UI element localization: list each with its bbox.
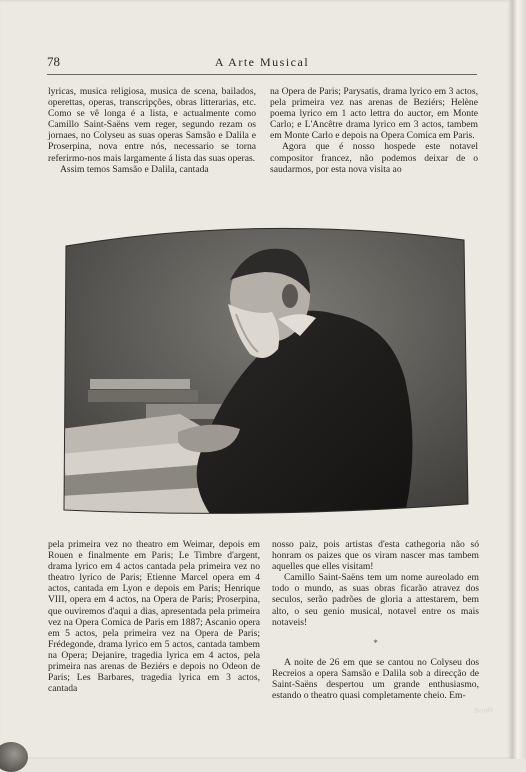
scan-artifact (0, 742, 28, 772)
paragraph: Assim temos Samsão e Dalila, cantada (60, 163, 209, 175)
paragraph: Agora que é nosso hospede este notavel compositor francez, não podemos deixar de o saudarmos, por esta nova visita ao (270, 141, 478, 175)
page-header (47, 54, 477, 75)
paragraph: Camillo Saint-Saëns tem um nome aureolado em todo o mundo, as suas obras ficarão atravez dos seculos, serão padrões de gloria a attestarem, bem alto, o seu genio musical, notavel entre os mais notaveis! (272, 572, 479, 628)
artist-signature: Bergès (473, 705, 494, 715)
column-bottom-left (48, 539, 260, 694)
page-number: 78 (47, 54, 60, 69)
page-edge (512, 0, 526, 759)
running-title: A Arte Musical (214, 55, 310, 69)
column-top-left (48, 86, 256, 175)
paragraph: A noite de 26 em que se cantou no Colyseu dos Recreios a opera Samsão e Dalila sob a direcção de Saint-Saëns despertou um grande enthusiasmo, estando o theatro quasi completamente cheio. Em- (272, 656, 479, 702)
paragraph: lyricas, musica religiosa, musica de scena, bailados, operettas, operas, transcripções, obras litterarias, etc. Como se vê longa é a lista, e actualmente como Camillo Saint-Saëns vem reger, segundo rezam os jornaes, no Colyseu as suas operas Samsão e Dalila e Proserpina, nova entre nós, necessario se torna referirmo-nos mais largamente á lista das suas operas. (48, 86, 256, 164)
column-top-right (270, 86, 478, 175)
paragraph: pela primeira vez no theatro em Weimar, depois em Rouen e finalmente em Paris; Le Timbre d'argent, drama lyrico em 4 actos cantada pela primeira vez no theatro lyrico de Paris; Etienne Marcel opera em 4 actos, cantada em Lyon e depois em Paris; Henrique VIII, opera em 4 actos, na Opera de Paris; Proserpina, que ouviremos d'aqui a dias, apresentada pela primeira vez na Opera Comica de Paris em 1887; Ascanio opera em 5 actos, pela primeira vez na Opera de Paris; Frédegonde, drama lyrico em 5 actos, cantada tambem na Opera; Dejanire, tragedia lyrica em 4 actos, pela primeira nas arenas de Beziérs e depois no Odeon de Paris; Les Barbares, tragedia lyrica em 3 actos, cantada (48, 539, 260, 695)
portrait-illustration (60, 214, 470, 514)
paragraph: na Opera de Paris; Parysatis, drama lyrico em 3 actos, pela primeira vez nas arenas de Beziérs; Helène poema lyrico em 1 acto lettra do auctor, em Monte Carlo; e L'Ancêtre drama lyrico em 3 actos, tambem em Monte Carlo e depois na Opera Comica em Paris. (270, 86, 478, 142)
section-separator: * (373, 637, 378, 648)
column-bottom-right (272, 539, 479, 701)
paragraph: nosso paiz, pois artistas d'esta cathegoria não só honram os paizes que os viram nascer mas tambem aquelles que elles visitam! (272, 539, 479, 573)
